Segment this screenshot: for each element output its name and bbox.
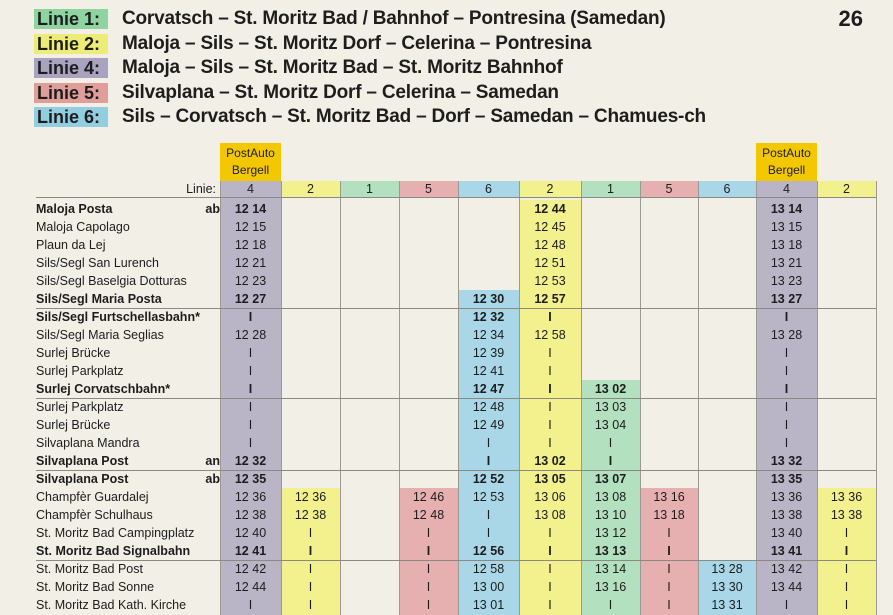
departure-time: 13 40 [770,526,803,540]
departure-time: 13 32 [770,454,803,468]
departure-time: I [486,508,491,522]
page-number: 26 [838,6,863,31]
departure-time: I [548,598,552,612]
line-badge: Linie 5: [34,83,108,103]
departure-time: I [844,526,849,540]
departure-time: I [426,580,431,594]
departure-time: 12 44 [234,580,267,594]
departure-time: 13 38 [830,508,863,522]
departure-time: I [548,436,552,450]
departure-time: 13 23 [770,274,803,288]
departure-time: 12 15 [234,220,267,234]
postauto-bergell-label: PostAuto Bergell [220,143,281,181]
departure-time: 12 27 [234,292,267,306]
departure-time: I [548,346,552,360]
linie-header-label: Linie: [186,182,216,196]
departure-time: 13 12 [594,526,627,540]
departure-time: 12 34 [472,328,505,342]
departure-time: 13 36 [770,490,803,504]
departure-time: 12 48 [472,400,505,414]
departure-time: I [548,400,552,414]
column-linie-number: 2 [307,182,314,196]
departure-time: 12 56 [472,544,505,558]
stop-name: Sils/Segl Baselgia Dotturas [36,274,187,288]
column-linie-number: 4 [783,182,790,196]
departure-time: 13 08 [594,490,627,504]
departure-time: 12 40 [234,526,267,540]
departure-time: I [426,544,431,558]
departure-time: I [784,382,789,396]
departure-time: 13 10 [594,508,627,522]
departure-time: 12 36 [234,490,267,504]
stop-name: St. Moritz Bad Kath. Kirche [36,598,187,612]
departure-time: 12 36 [294,490,327,504]
departure-time: 13 14 [594,562,627,576]
line-route: Corvatsch – St. Moritz Bad / Bahnhof – Pontresina (Samedan) [122,8,666,29]
departure-time: 13 18 [653,508,685,522]
departure-time: I [844,580,849,594]
line-route: Maloja – Sils – St. Moritz Dorf – Celerina – Pontresina [122,32,592,54]
departure-time: I [248,310,253,324]
departure-time: 13 03 [594,400,627,414]
column-linie-number: 2 [843,182,850,196]
departure-time: 13 36 [830,490,863,504]
departure-time: 13 28 [711,562,743,576]
departure-time: 13 02 [534,454,566,468]
departure-time: I [548,580,552,594]
departure-time: I [426,598,431,612]
departure-time: 13 16 [594,580,627,594]
departure-time: I [784,310,789,324]
stop-ab-an-marker: ab [205,202,220,216]
departure-time: 13 00 [472,580,505,594]
departure-time: I [548,544,552,558]
stop-name: Champfèr Schulhaus [36,508,153,522]
column-linie-number: 6 [723,182,731,196]
departure-time: I [486,436,491,450]
departure-time: 13 21 [770,256,803,270]
column-linie-number: 1 [366,182,373,196]
departure-time: I [667,598,671,612]
departure-time: I [308,544,313,558]
postauto-bergell-label: PostAuto Bergell [756,143,817,181]
departure-time: I [486,526,491,540]
departure-time: 13 06 [534,490,566,504]
departure-time: 12 51 [534,256,566,270]
line-badge: Linie 1: [34,9,108,29]
departure-time: 12 47 [472,382,505,396]
departure-time: 13 31 [711,598,743,612]
stop-name: St. Moritz Bad Signalbahn [36,544,191,558]
departure-time: I [548,382,552,396]
departure-time: I [667,526,671,540]
departure-time: 13 13 [594,544,627,558]
departure-time: I [784,346,789,360]
departure-time: I [784,598,789,612]
departure-time: I [248,598,253,612]
stop-name: St. Moritz Bad Campingplatz [36,526,195,540]
departure-time: 13 02 [594,382,627,396]
stop-name: Surlej Brücke [36,346,111,360]
departure-time: 12 30 [472,292,505,306]
departure-time: I [608,598,613,612]
departure-time: I [248,418,253,432]
departure-time: I [308,598,313,612]
departure-time: 13 15 [770,220,803,234]
departure-time: 13 28 [770,328,803,342]
departure-time: I [548,418,552,432]
line-route: Silvaplana – St. Moritz Dorf – Celerina – Samedan [122,81,559,103]
column-divider [876,181,877,615]
departure-time: I [248,346,253,360]
departure-time: I [248,364,253,378]
departure-time: 12 53 [534,274,566,288]
departure-time: 12 28 [234,328,267,342]
stop-name: Silvaplana Post [36,454,129,468]
departure-time: I [426,526,431,540]
departure-time: 12 38 [294,508,327,522]
stop-name: Maloja Posta [36,202,113,216]
departure-time: I [608,454,613,468]
departure-time: 12 35 [234,472,267,486]
departure-time: 12 32 [472,310,505,324]
departure-time: 12 48 [534,238,566,252]
departure-time: 12 48 [412,508,445,522]
departure-time: I [486,454,491,468]
departure-time: 12 58 [534,328,566,342]
departure-time: 13 27 [770,292,803,306]
departure-time: 12 42 [234,562,267,576]
departure-time: I [308,580,313,594]
departure-time: I [548,562,552,576]
row-separator [36,398,876,399]
departure-time: I [784,418,789,432]
departure-time: 12 18 [234,238,267,252]
departure-time: 12 32 [234,454,267,468]
departure-time: 12 21 [234,256,267,270]
stop-name: St. Moritz Bad Post [36,562,143,576]
departure-time: I [784,400,789,414]
departure-time: I [784,436,789,450]
stop-name: Surlej Parkplatz [36,400,124,414]
row-separator [36,560,876,561]
departure-time: I [248,382,253,396]
column-linie-number: 1 [607,182,614,196]
stop-name: Silvaplana Mandra [36,436,140,450]
departure-time: 12 57 [534,292,566,306]
departure-time: I [308,562,313,576]
departure-time: 12 49 [472,418,505,432]
column-linie-number: 5 [425,182,432,196]
departure-time: 12 45 [534,220,566,234]
line-badge: Linie 4: [34,58,108,78]
departure-time: 12 44 [534,202,566,216]
departure-time: 13 30 [711,580,743,594]
stop-name: Surlej Brücke [36,418,111,432]
departure-time: I [548,310,552,324]
departure-time: 12 58 [472,562,505,576]
departure-time: I [248,400,253,414]
departure-time: 12 41 [472,364,505,378]
line-badge: Linie 2: [34,34,108,54]
departure-time: I [844,598,849,612]
departure-time: 13 18 [770,238,803,252]
departure-time: 13 08 [534,508,566,522]
departure-time: 13 05 [534,472,566,486]
stop-name: Sils/Segl Maria Posta [36,292,162,306]
departure-time: I [667,580,671,594]
stop-name: St. Moritz Bad Sonne [36,580,155,594]
departure-time: 12 39 [472,346,505,360]
line-route: Sils – Corvatsch – St. Moritz Bad – Dorf – Samedan – Chamues-ch [122,106,706,127]
departure-time: I [844,544,849,558]
departure-time: 12 41 [234,544,267,558]
departure-time: 12 14 [234,202,267,216]
departure-time: I [784,364,789,378]
row-separator [36,470,876,471]
departure-time: 13 44 [770,580,803,594]
stop-ab-an-marker: an [205,454,220,468]
departure-time: I [308,526,313,540]
departure-time: I [844,562,849,576]
stop-ab-an-marker: ab [205,472,220,486]
departure-time: I [608,436,613,450]
departure-time: I [426,562,431,576]
departure-time: 13 42 [770,562,803,576]
line-badge: Linie 6: [34,107,108,127]
row-separator [36,197,876,198]
column-linie-number: 6 [485,182,492,196]
departure-time: 12 52 [472,472,505,486]
departure-time: 12 53 [472,490,505,504]
line-route: Maloja – Sils – St. Moritz Bad – St. Moritz Bahnhof [122,57,563,78]
stop-name: Maloja Capolago [36,220,130,234]
departure-time: 12 38 [234,508,267,522]
stop-name: Plaun da Lej [36,238,106,252]
departure-time: 13 04 [594,418,627,432]
departure-time: I [548,364,552,378]
departure-time: 13 41 [770,544,803,558]
departure-time: 13 16 [653,490,685,504]
departure-time: 13 01 [472,598,505,612]
stop-name: Silvaplana Post [36,472,129,486]
stop-name: Surlej Corvatschbahn* [36,382,171,396]
stop-name: Sils/Segl Furtschellasbahn* [36,310,200,324]
departure-time: I [667,562,671,576]
departure-time: I [548,526,552,540]
column-linie-number: 4 [247,182,254,196]
column-linie-number: 5 [665,182,673,196]
departure-time: 13 07 [594,472,627,486]
departure-time: I [248,436,253,450]
departure-time: 12 23 [234,274,267,288]
departure-time: 12 46 [412,490,445,504]
departure-time: 13 38 [770,508,803,522]
departure-time: 13 14 [770,202,803,216]
stop-name: Champfèr Guardalej [36,490,149,504]
column-linie-number: 2 [546,182,554,196]
departure-time: 13 35 [770,472,803,486]
stop-name: Surlej Parkplatz [36,364,124,378]
departure-time: I [667,544,671,558]
stop-name: Sils/Segl Maria Seglias [36,328,164,342]
stop-name: Sils/Segl San Lurench [36,256,159,270]
